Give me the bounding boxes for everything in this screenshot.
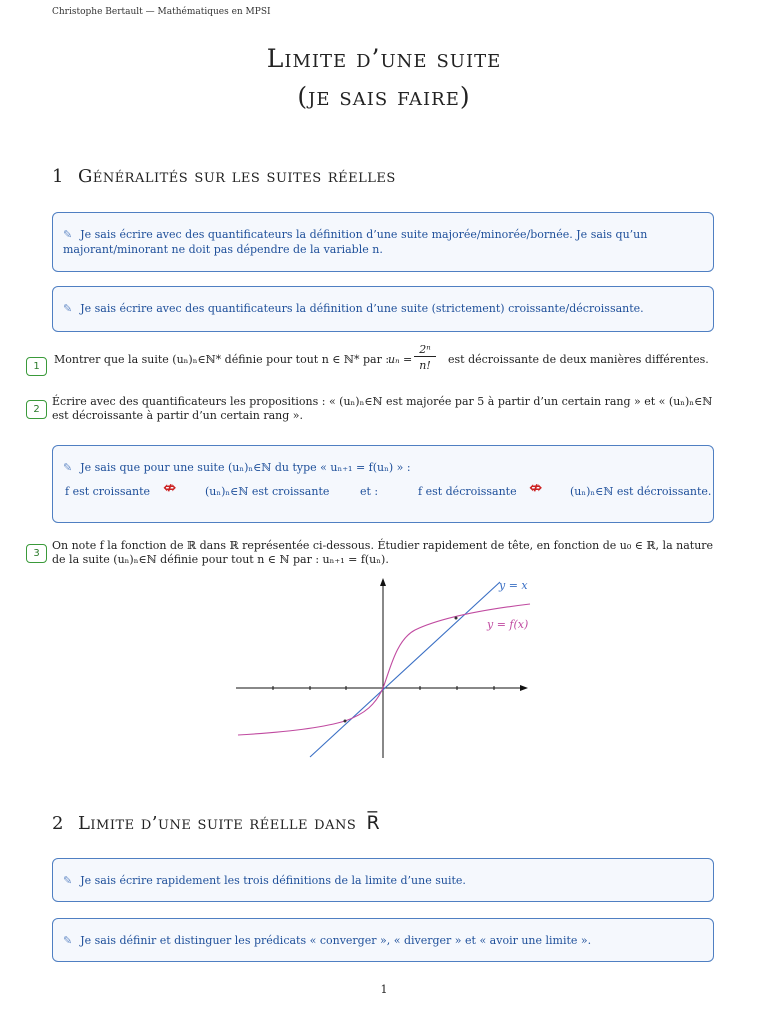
- exercise-text: Montrer que la suite (uₙ)ₙ∈ℕ* définie pour tout n ∈ ℕ* par :: [54, 353, 390, 366]
- skill-box-5: [52, 918, 714, 962]
- crossed-equivalence-icon: ⇎: [529, 478, 543, 497]
- exercise-2: Écrire avec des quantificateurs les propositions : « (uₙ)ₙ∈ℕ est majorée par 5 à partir d’un certain rang » et « (uₙ)ₙ∈ℕ est décroissante à partir d’un certain rang ».: [52, 395, 713, 422]
- skill-box-4: [52, 858, 714, 902]
- statement-f-increasing: f est croissante: [65, 485, 151, 498]
- exercise-1: [52, 343, 714, 376]
- pencil-icon: ✎: [63, 934, 73, 947]
- exercise-badge-1: 1: [26, 357, 47, 376]
- exercise-badge-3: 3: [26, 544, 47, 563]
- fixed-point-positive: [455, 617, 458, 620]
- skill-box-1: [52, 212, 714, 272]
- exercise-text-end: est décroissante de deux manières différentes.: [448, 353, 709, 366]
- page-header: Christophe Bertault — Mathématiques en MPSI: [52, 7, 271, 17]
- section-heading-1: [52, 166, 396, 187]
- section-number: 2: [52, 813, 64, 834]
- skill-box-2: [52, 286, 714, 332]
- skill-text: Je sais que pour une suite (uₙ)ₙ∈ℕ du type « uₙ₊₁ = f(uₙ) » :: [80, 461, 411, 474]
- conjunction-text: et :: [360, 485, 379, 498]
- fixed-point-negative: [344, 720, 347, 723]
- x-axis-arrow: [520, 685, 528, 691]
- function-graph: [230, 572, 540, 762]
- statement-f-decreasing: f est décroissante: [418, 485, 517, 498]
- pencil-icon: ✎: [63, 461, 73, 474]
- y-axis-arrow: [380, 578, 386, 586]
- exercise-badge-2: 2: [26, 400, 47, 419]
- skill-text: Je sais écrire avec des quantificateurs la définition d’une suite (strictement) croissante/décroissante.: [80, 302, 644, 315]
- skill-text: Je sais écrire rapidement les trois définitions de la limite d’une suite.: [80, 874, 466, 887]
- exercise-3: On note f la fonction de ℝ dans ℝ représentée ci-dessous. Étudier rapidement de tête, en fonction de u₀ ∈ ℝ, la nature de la suite (uₙ)ₙ∈ℕ définie pour tout n ∈ ℕ par : uₙ₊₁ = f(uₙ).: [52, 539, 714, 566]
- section-heading-2: [52, 812, 380, 834]
- fraction-denominator: n!: [419, 359, 431, 372]
- line-y-equals-x: [310, 582, 500, 757]
- extended-reals-symbol: R̅: [366, 812, 381, 834]
- skill-text: Je sais écrire avec des quantificateurs la définition d’une suite majorée/minorée/bornée. Je sais qu’un majorant/minorant ne doit pas dépendre de la variable n.: [63, 228, 648, 256]
- fraction-numerator: 2ⁿ: [414, 344, 436, 357]
- crossed-equivalence-icon: ⇎: [163, 478, 177, 497]
- label-y-equals-x: y = x: [499, 579, 528, 592]
- section-number: 1: [52, 166, 64, 187]
- page-subtitle: (je sais faire): [297, 82, 471, 111]
- section-title: Généralités sur les suites réelles: [77, 166, 396, 187]
- statement-u-decreasing: (uₙ)ₙ∈ℕ est décroissante.: [570, 485, 712, 498]
- page-number: 1: [380, 983, 388, 996]
- page-title: Limite d’une suite: [266, 44, 502, 73]
- pencil-icon: ✎: [63, 228, 73, 241]
- formula-lhs: uₙ =: [388, 353, 413, 366]
- skill-box-3: [52, 445, 714, 523]
- label-y-equals-f-x: y = f(x): [487, 618, 529, 631]
- statement-u-increasing: (uₙ)ₙ∈ℕ est croissante: [205, 485, 330, 498]
- pencil-icon: ✎: [63, 874, 73, 887]
- skill-text: Je sais définir et distinguer les prédicats « converger », « diverger » et « avoir une limite ».: [80, 934, 592, 947]
- section-title: Limite d’une suite réelle dans: [77, 813, 357, 834]
- pencil-icon: ✎: [63, 302, 73, 315]
